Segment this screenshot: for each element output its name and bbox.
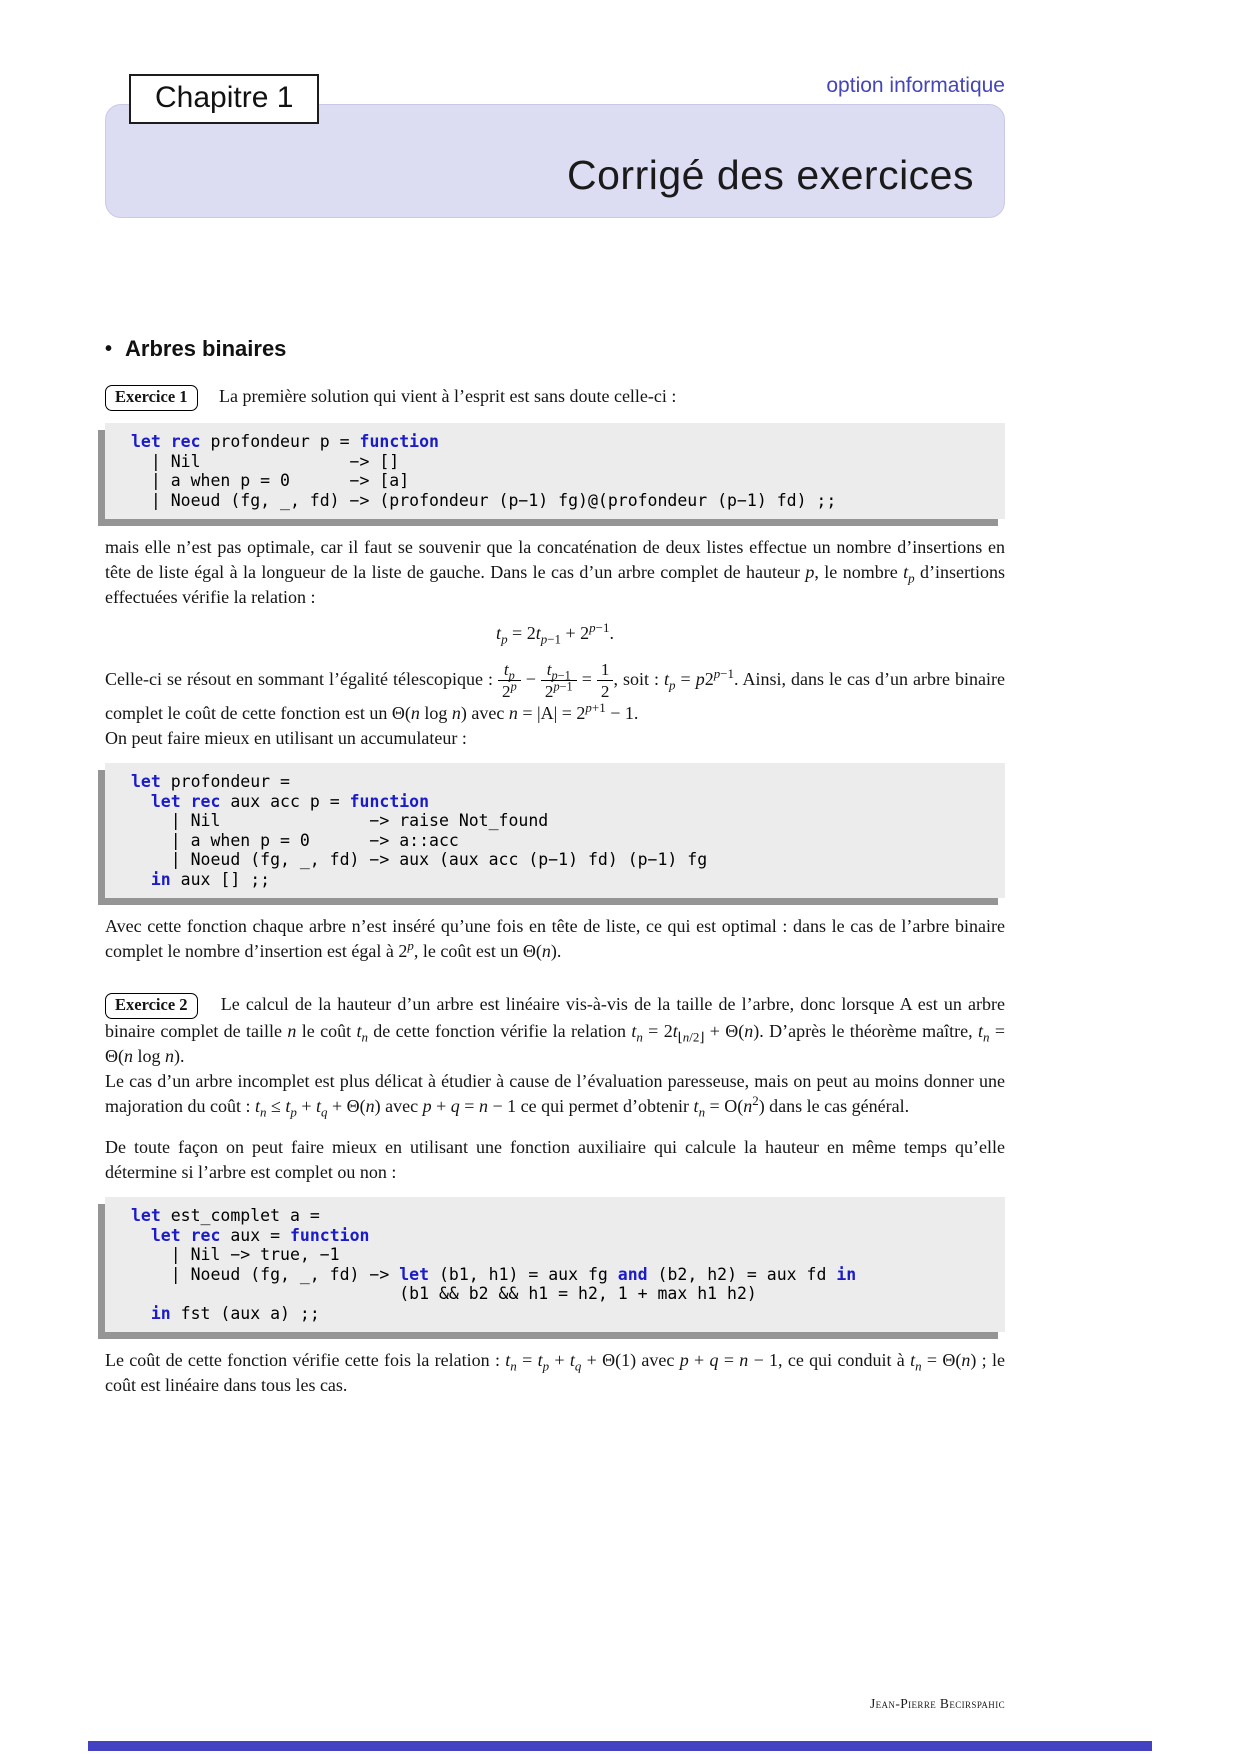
chapter-label: Chapitre 1 — [155, 81, 294, 114]
code-line-3-3: | Nil −> true, −1 — [131, 1245, 340, 1265]
code-line-3-2: let rec aux = function — [150, 1225, 370, 1245]
paragraph-7: Le coût de cette fonction vérifie cette fois la relation : $t_n = t_p + t_q + \Theta(1)$ avec p + q = n − 1, ce qui conduit à $t_n = \Theta(n)$ ; le coût est linéaire dans tous les cas. — [105, 1350, 1005, 1396]
code-block-1 — [105, 423, 1005, 519]
code-line-3-1: let est_complet a = — [131, 1206, 320, 1226]
code-line-2-4: | a when p = 0 −> a::acc — [131, 830, 459, 850]
code-line-1-1: let rec profondeur p = function — [131, 432, 439, 451]
page-title: Corrigé des exercices — [567, 152, 974, 198]
exercise-1-intro: La première solution qui vient à l’esprit est sans doute celle-ci : — [219, 386, 677, 406]
paragraph-5: Le cas d’un arbre incomplet est plus délicat à étudier à cause de l’évaluation paresseuse, mais on peut au moins donner une majoration du coût : $t_n \le t_p + t_q + \Theta(n)$ avec p + q = n − 1 ce qui permet d’obtenir $t_n = O(n^2)$ dans le cas général. — [105, 1071, 1005, 1120]
paragraph-4: Avec cette fonction chaque arbre n’est inséré qu’une fois en tête de liste, ce qui est optimal : dans le cas de l’arbre binaire complet le nombre d’insertion est égal à 2$^p$, le coût est un Θ(n). — [105, 916, 1005, 962]
code-block-2 — [105, 763, 1005, 898]
exercise-1-paragraph — [105, 384, 1005, 411]
exercise-1-label: Exercice 1 — [105, 385, 198, 411]
code-line-2-5: | Noeud (fg, _, fd) −> aux (aux acc (p−1) fd) (p−1) fg — [131, 850, 708, 870]
header — [105, 0, 1005, 218]
code-line-2-6: in aux [] ;; — [150, 869, 271, 889]
exercise-2-paragraph — [105, 992, 1005, 1069]
corner-label: option informatique — [826, 74, 1005, 97]
paragraph-1: mais elle n’est pas optimale, car il faut se souvenir que la concaténation de deux listes effectue un nombre d’insertions en tête de liste égal à la longueur de la liste de gauche. Dans le cas d’un arbre complet de hauteur p, le nombre $t_p$ d’insertions effectuées vérifie la relation : — [105, 537, 1005, 607]
section-heading-text: Arbres binaires — [125, 336, 287, 361]
code-line-3-6: in fst (aux a) ;; — [150, 1303, 320, 1323]
exercise-2-label: Exercice 2 — [105, 993, 198, 1019]
bullet-icon: • — [105, 338, 113, 360]
code-line-3-4: | Noeud (fg, _, fd) −> let (b1, h1) = aux fg and (b2, h2) = aux fd in — [131, 1264, 857, 1284]
paragraph-2: Celle-ci se résout en sommant l’égalité télescopique : $\frac{t_p}{2^p}$ − $\frac{t_{p-1}}{2^{p-1}}$ = $\frac{1}{2}$ , soit : $t_p = p2^{p-1}$. Ainsi, dans le cas d’un arbre binaire complet le coût de cette fonction est un Θ(n log n) avec $n = |A| = 2^{p+1} - 1$. — [105, 660, 1005, 724]
code-line-2-3: | Nil −> raise Not_found — [131, 811, 549, 831]
paragraph-6: De toute façon on peut faire mieux en utilisant une fonction auxiliaire qui calcule la hauteur en même temps qu’elle détermine si l’arbre est complet ou non : — [105, 1137, 1005, 1183]
chapter-box — [129, 74, 319, 124]
paragraph-3: On peut faire mieux en utilisant un accumulateur : — [105, 728, 467, 749]
code-line-1-2: | Nil −> [] — [131, 451, 400, 471]
code-line-2-2: let rec aux acc p = function — [150, 791, 430, 811]
exercise-2-intro: Le calcul de la hauteur d’un arbre est linéaire vis-à-vis de la taille de l’arbre, donc lorsque A est un arbre binaire complet de taille n le coût $t_n$ de cette fonction vérifie la relation $t_n = 2t_{⌊n/2⌋} + \Theta(n)$. D’après le théorème maître, $t_n = \Theta(n$ log n). — [105, 994, 1005, 1067]
code-line-1-4: | Noeud (fg, _, fd) −> (profondeur (p−1) fg)@(profondeur (p−1) fd) ;; — [131, 490, 837, 510]
content — [105, 336, 1005, 1398]
equation-1: $t_p = 2t_{p-1} + 2^{p-1}$. — [496, 620, 614, 647]
section-heading — [105, 336, 1005, 362]
code-block-3 — [105, 1197, 1005, 1332]
footer-bar — [88, 1741, 1152, 1751]
code-line-2-1: let profondeur = — [131, 772, 290, 792]
code-line-1-3: | a when p = 0 −> [a] — [131, 471, 410, 490]
footer-author: Jean-Pierre Becirspahic — [869, 1696, 1005, 1711]
code-line-3-5: (b1 && b2 && h1 = h2, 1 + max h1 h2) — [131, 1284, 757, 1304]
